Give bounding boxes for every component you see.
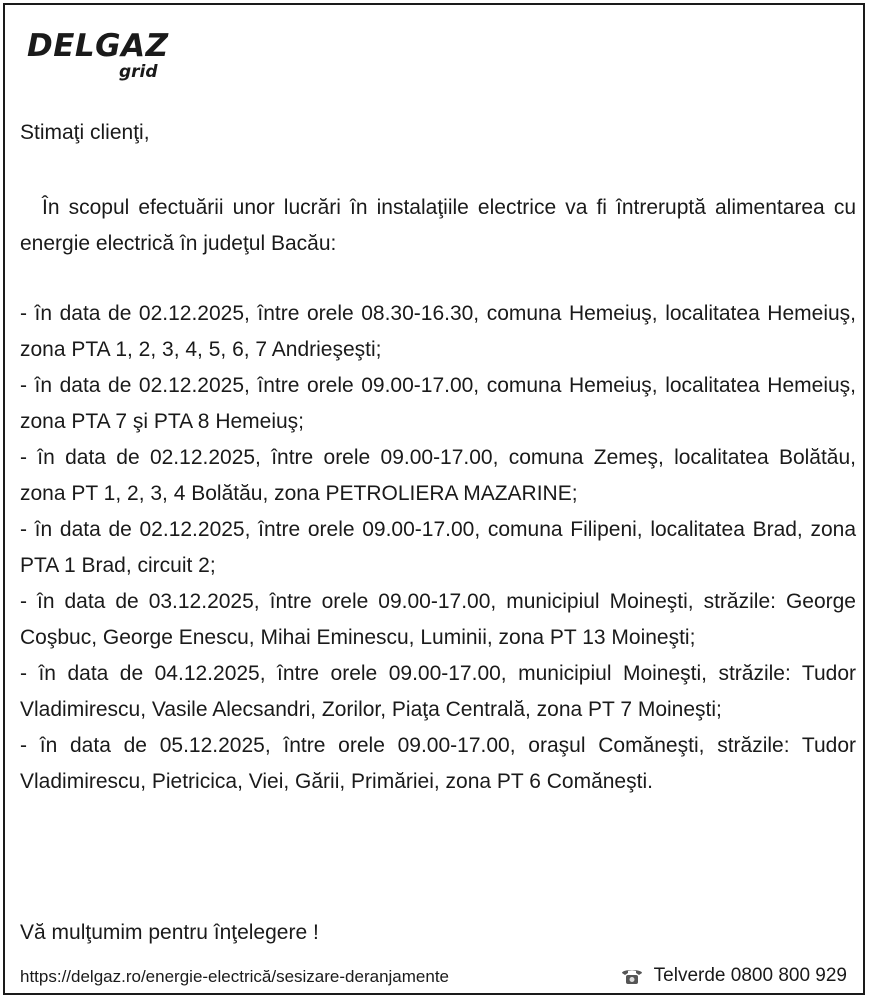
- outage-item: - în data de 04.12.2025, între orele 09.00-17.00, municipiul Moineşti, străzile: Tudor Vladimirescu, Vasile Alecsandri, Zorilor, Piaţa Centrală, zona PT 7 Moineşti;: [20, 662, 856, 721]
- greeting: Stimaţi clienţi,: [20, 121, 150, 144]
- outage-list: [20, 296, 856, 800]
- telephone-icon: [620, 966, 644, 986]
- outage-item: - în data de 03.12.2025, între orele 09.00-17.00, municipiul Moineşti, străzile: George Coşbuc, George Enescu, Mihai Eminescu, Luminii, zona PT 13 Moineşti;: [20, 590, 856, 649]
- hotline-number: Telverde 0800 800 929: [653, 965, 847, 986]
- logo-main-text: DELGAZ: [27, 28, 169, 64]
- hotline: [620, 965, 847, 987]
- notice-frame: [3, 3, 865, 995]
- outage-report-link[interactable]: https://delgaz.ro/energie-electrică/sesizare-deranjamente: [20, 967, 450, 986]
- intro-text: În scopul efectuării unor lucrări în instalaţiile electrice va fi întreruptă alimentarea cu energie electrică în judeţul Bacău:: [20, 196, 856, 255]
- outage-item: - în data de 02.12.2025, între orele 09.00-17.00, comuna Hemeiuş, localitatea Hemeiuş, zona PTA 7 şi PTA 8 Hemeiuş;: [20, 374, 856, 433]
- delgaz-logo: [27, 28, 169, 82]
- outage-item: - în data de 05.12.2025, între orele 09.00-17.00, oraşul Comăneşti, străzile: Tudor Vladimirescu, Pietricica, Viei, Gării, Primăriei, zona PT 6 Comăneşti.: [20, 734, 856, 793]
- logo-sub-text: grid: [119, 62, 158, 82]
- outage-item: - în data de 02.12.2025, între orele 09.00-17.00, comuna Filipeni, localitatea Brad, zona PTA 1 Brad, circuit 2;: [20, 518, 856, 577]
- closing-text: Vă mulţumim pentru înţelegere !: [20, 921, 319, 944]
- intro-paragraph: [20, 190, 856, 262]
- outage-item: - în data de 02.12.2025, între orele 08.30-16.30, comuna Hemeiuş, localitatea Hemeiuş, zona PTA 1, 2, 3, 4, 5, 6, 7 Andrieşeşti;: [20, 302, 856, 361]
- outage-item: - în data de 02.12.2025, între orele 09.00-17.00, comuna Zemeş, localitatea Bolătău, zona PT 1, 2, 3, 4 Bolătău, zona PETROLIERA MAZARINE;: [20, 446, 856, 505]
